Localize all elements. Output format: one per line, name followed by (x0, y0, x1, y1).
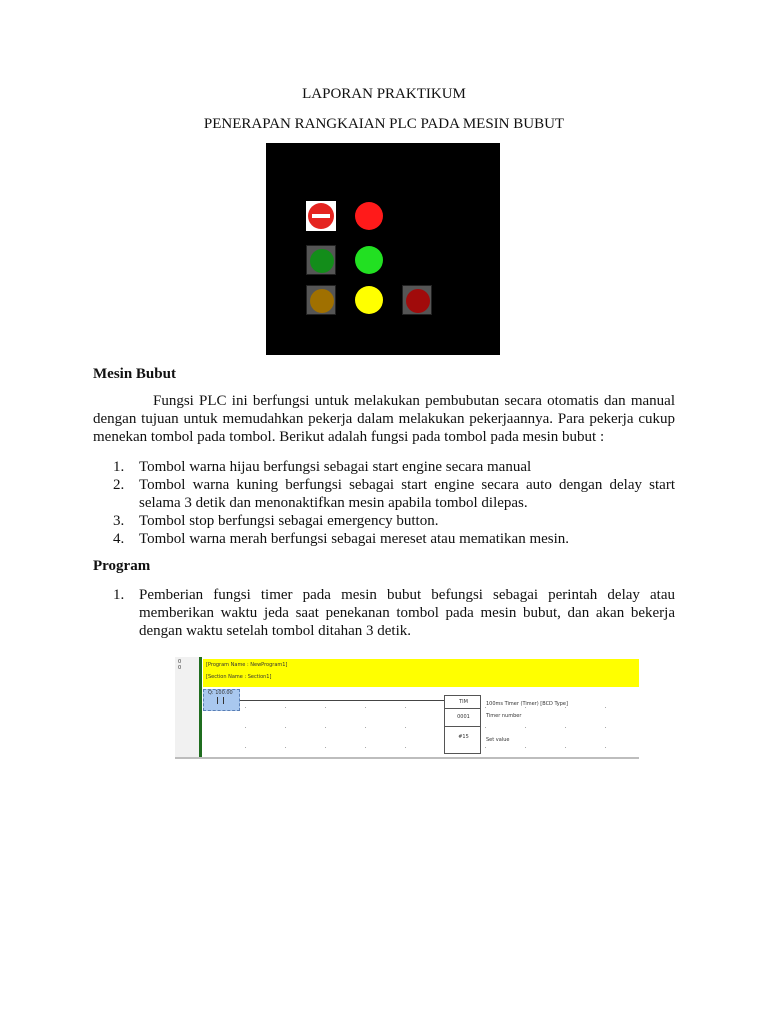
timer-instruction: TIM (459, 699, 468, 705)
stop-bar (312, 214, 330, 218)
contact-symbol-right (223, 697, 224, 704)
timer-block (444, 695, 481, 754)
stop-button-icon (306, 201, 336, 231)
red-lamp (355, 202, 383, 230)
grid-dot (365, 707, 366, 708)
grid-dot (245, 747, 246, 748)
green-lamp (355, 246, 383, 274)
report-subtitle: PENERAPAN RANGKAIAN PLC PADA MESIN BUBUT (203, 116, 565, 132)
list-item (93, 512, 675, 530)
program-list (93, 586, 675, 640)
list-item (93, 476, 675, 512)
timer-number-value: 0001 (457, 714, 470, 720)
grid-dot (285, 727, 286, 728)
grid-dot (565, 747, 566, 748)
list-item-text: Tombol warna kuning berfungsi sebagai start engine secara auto dengan delay start selama 3 detik dan menonaktifkan mesin apabila tombol dilepas. (139, 477, 675, 511)
gutter-top-number: 0 (178, 659, 182, 665)
gutter-rung-number: 0 (178, 665, 182, 671)
grid-dot (325, 727, 326, 728)
grid-dot (285, 707, 286, 708)
grid-dot (365, 747, 366, 748)
button-function-list (93, 458, 675, 548)
grid-dot (365, 727, 366, 728)
intro-paragraph (93, 392, 675, 446)
timer-divider (445, 726, 480, 727)
list-item (93, 586, 675, 640)
timer-divider (445, 708, 480, 709)
reset-button-dot (406, 289, 430, 313)
grid-dot (565, 707, 566, 708)
list-item (93, 530, 675, 548)
intro-paragraph-text: Fungsi PLC ini berfungsi untuk melakukan pembubutan secara otomatis dan manual dengan tujuan untuk memudahkan pekerja dalam melakukan pekerjaannya. Para pekerja cukup menekan tombol pada tombol. Berikut adalah fungsi pada tombol pada mesin bubut : (93, 393, 675, 445)
grid-dot (325, 747, 326, 748)
green-button-dot (310, 249, 334, 273)
grid-dot (245, 727, 246, 728)
section-heading-mesin-bubut: Mesin Bubut (93, 366, 176, 382)
section-heading-program: Program (93, 558, 151, 574)
ladder-diagram-screenshot (175, 657, 639, 759)
report-title: LAPORAN PRAKTIKUM (302, 86, 466, 102)
grid-dot (285, 747, 286, 748)
grid-dot (485, 707, 486, 708)
brown-button-dot (310, 289, 334, 313)
control-panel-image (266, 143, 500, 355)
timer-title: 100ms Timer (Timer) [BCD Type] (486, 701, 568, 707)
grid-dot (525, 707, 526, 708)
grid-dot (605, 727, 606, 728)
yellow-lamp (355, 286, 383, 314)
brown-button (306, 285, 336, 315)
list-item (93, 458, 675, 476)
grid-dot (605, 747, 606, 748)
grid-dot (405, 747, 406, 748)
section-name-comment: [Section Name : Section1] (206, 674, 272, 680)
grid-dot (485, 747, 486, 748)
green-button (306, 245, 336, 275)
grid-dot (565, 727, 566, 728)
grid-dot (525, 727, 526, 728)
grid-dot (405, 727, 406, 728)
timer-number-label: Timer number (486, 713, 522, 719)
contact-address: Q: 100.00 (208, 690, 233, 696)
list-number: 2. (113, 477, 125, 493)
grid-dot (525, 747, 526, 748)
timer-set-value: #15 (458, 734, 469, 740)
list-number: 1. (113, 587, 125, 603)
reset-button (402, 285, 432, 315)
power-rail (199, 657, 202, 757)
list-item-text: Tombol stop berfungsi sebagai emergency button. (139, 513, 439, 529)
set-value-label: Set value (486, 737, 510, 743)
program-name-comment: [Program Name : NewProgram1] (206, 662, 288, 668)
grid-dot (605, 707, 606, 708)
list-number: 3. (113, 513, 125, 529)
list-item-text: Tombol warna merah berfungsi sebagai mereset atau mematikan mesin. (139, 531, 570, 547)
list-item-text: Tombol warna hijau berfungsi sebagai start engine secara manual (139, 459, 532, 475)
grid-dot (325, 707, 326, 708)
list-number: 4. (113, 531, 125, 547)
grid-dot (405, 707, 406, 708)
grid-dot (485, 727, 486, 728)
list-item-text: Pemberian fungsi timer pada mesin bubut befungsi sebagai perintah delay atau memberikan waktu jeda saat penekanan tombol pada mesin bubut, dan akan bekerja dengan waktu setelah tombol ditahan 3 detik. (139, 587, 675, 639)
rung-gutter (175, 657, 200, 757)
contact-symbol-left (217, 697, 218, 704)
grid-dot (245, 707, 246, 708)
rung-wire (240, 700, 444, 701)
list-number: 1. (113, 459, 125, 475)
